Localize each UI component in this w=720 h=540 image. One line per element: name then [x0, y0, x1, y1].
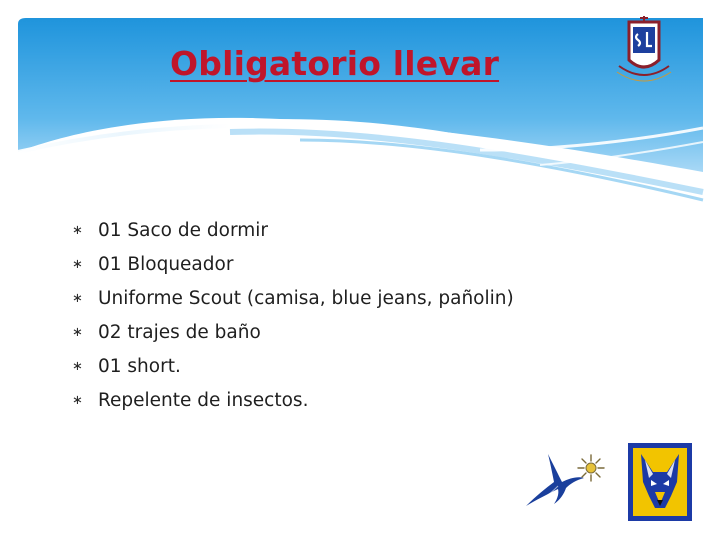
- list-item-text: Uniforme Scout (camisa, blue jeans, pañolin): [98, 288, 514, 309]
- list-item: [72, 319, 514, 353]
- bullet-asterisk-icon: ∗: [72, 291, 83, 306]
- list-item: [72, 251, 514, 285]
- slide-title: Obligatorio llevar: [170, 44, 500, 83]
- sun-icon: [576, 453, 606, 483]
- list-item-text: 01 Saco de dormir: [98, 220, 268, 241]
- list-item-text: Repelente de insectos.: [98, 390, 309, 411]
- bullet-asterisk-icon: ∗: [72, 325, 83, 340]
- list-item-text: 02 trajes de baño: [98, 322, 261, 343]
- wolf-badge-icon: [627, 442, 693, 522]
- school-crest-icon: [611, 14, 677, 90]
- list-item: [72, 353, 514, 387]
- bullet-asterisk-icon: ∗: [72, 393, 83, 408]
- bullet-asterisk-icon: ∗: [72, 223, 83, 238]
- list-item: [72, 285, 514, 319]
- list-item-text: 01 short.: [98, 356, 181, 377]
- bullet-asterisk-icon: ∗: [72, 359, 83, 374]
- items-list: [72, 217, 514, 421]
- list-item: [72, 217, 514, 251]
- list-item: [72, 387, 514, 421]
- list-item-text: 01 Bloqueador: [98, 254, 234, 275]
- bullet-asterisk-icon: ∗: [72, 257, 83, 272]
